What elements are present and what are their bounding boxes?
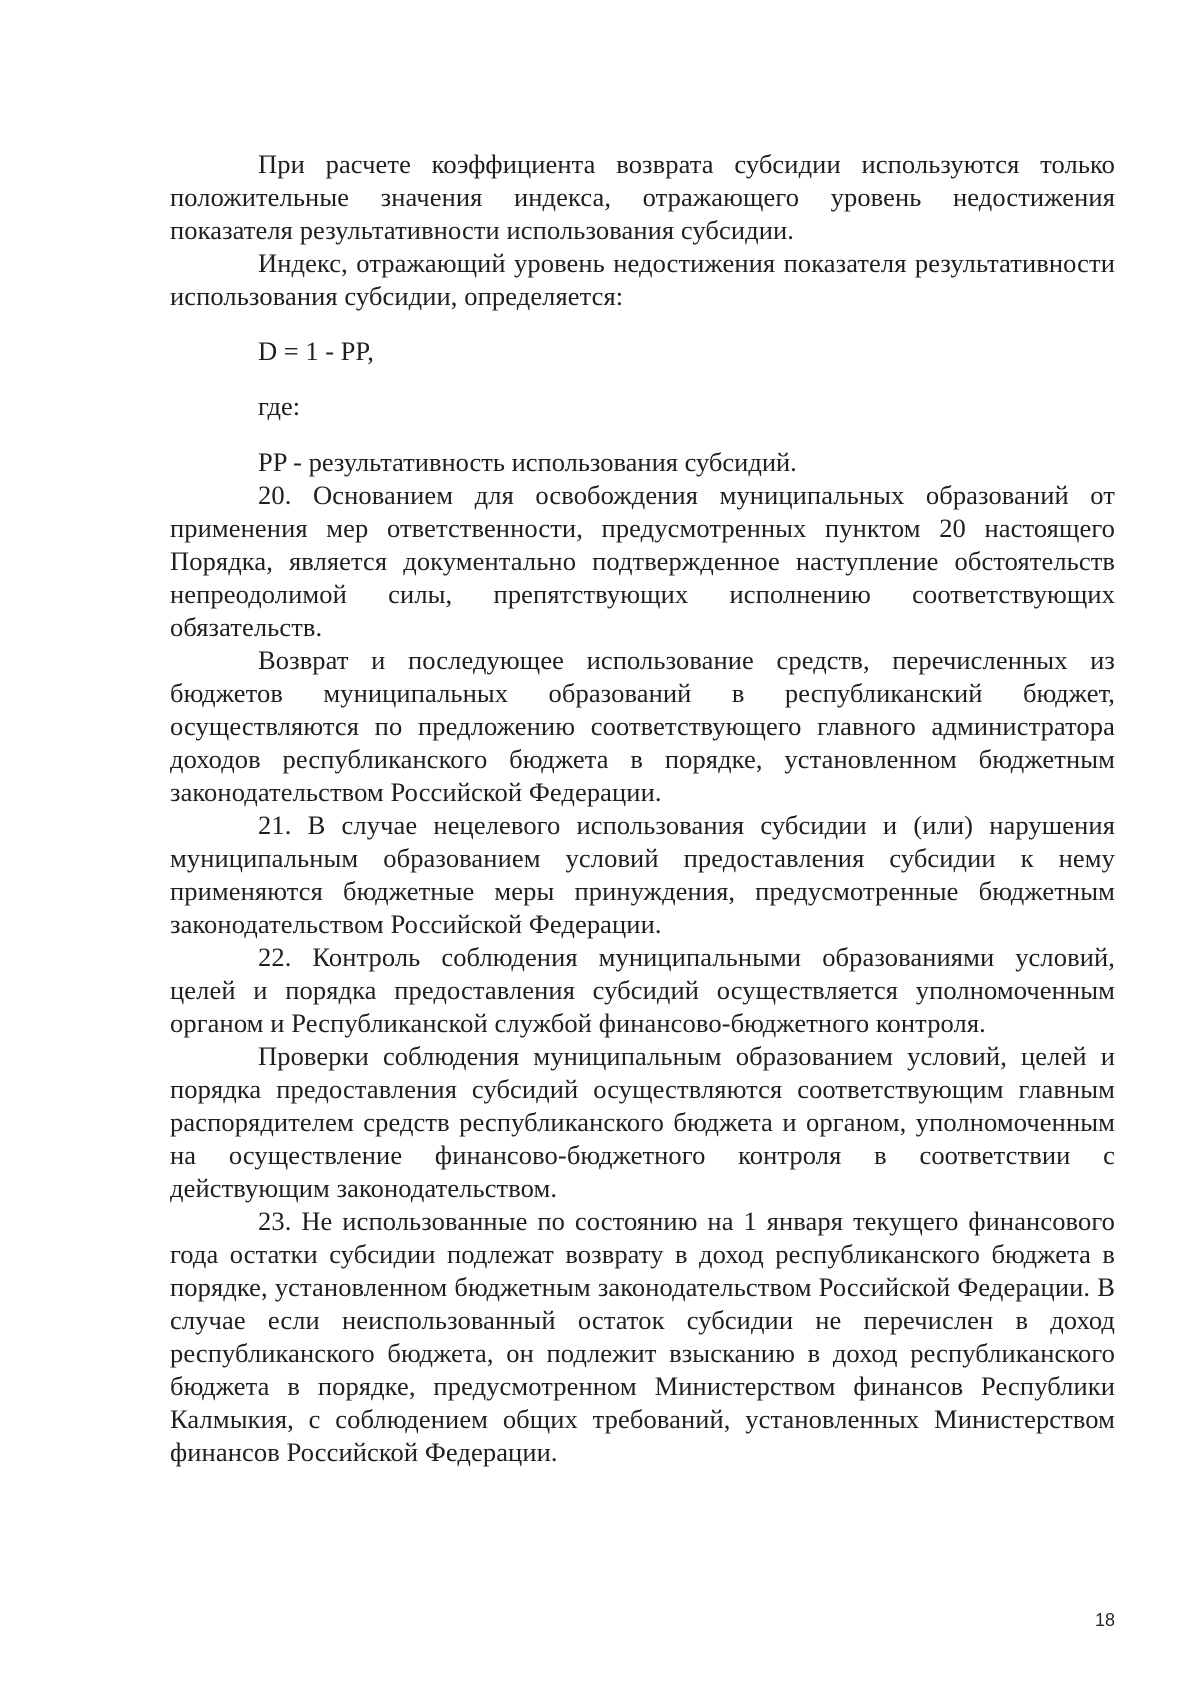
paragraph-inspections: Проверки соблюдения муниципальным образованием условий, целей и порядка предоставления субсидий осуществляются соответствующим главным распорядителем средств республиканского бюджета и органом, уполномоченным на осуществление финансово-бюджетного контроля в соответствии с действующим законодательством.	[170, 1041, 1115, 1203]
paragraph-clause-22: 22. Контроль соблюдения муниципальными образованиями условий, целей и порядка предоставления субсидий осуществляется уполномоченным органом и Республиканской службой финансово-бюджетного контроля.	[170, 942, 1115, 1038]
paragraph-return-coefficient: При расчете коэффициента возврата субсидии используются только положительные значения индекса, отражающего уровень недостижения показателя результативности использования субсидии.	[170, 149, 1115, 245]
formula: D = 1 - PP,	[258, 336, 374, 366]
paragraph-return-of-funds: Возврат и последующее использование средств, перечисленных из бюджетов муниципальных образований в республиканский бюджет, осуществляются по предложению соответствующего главного администратора доходов республиканского бюджета в порядке, установленном бюджетным законодательством Российской Федерации.	[170, 645, 1115, 807]
where-label: где:	[258, 391, 301, 421]
document-body	[170, 148, 1115, 1469]
paragraph-index-definition: Индекс, отражающий уровень недостижения показателя результативности использования субсидии, определяется:	[170, 248, 1115, 311]
page-number: 18	[1095, 1610, 1116, 1630]
formula-definition: PP - результативность использования субсидий.	[258, 447, 797, 477]
paragraph-clause-21: 21. В случае нецелевого использования субсидии и (или) нарушения муниципальным образованием условий предоставления субсидии к нему применяются бюджетные меры принуждения, предусмотренные бюджетным законодательством Российской Федерации.	[170, 810, 1115, 939]
paragraph-clause-23: 23. Не использованные по состоянию на 1 января текущего финансового года остатки субсидии подлежат возврату в доход республиканского бюджета в порядке, установленном бюджетным законодательством Российской Федерации. В случае если неиспользованный остаток субсидии не перечислен в доход республиканского бюджета, он подлежит взысканию в доход республиканского бюджета в порядке, предусмотренном Министерством финансов Республики Калмыкия, с соблюдением общих требований, установленных Министерством финансов Российской Федерации.	[170, 1206, 1115, 1467]
paragraph-clause-20: 20. Основанием для освобождения муниципальных образований от применения мер ответственности, предусмотренных пунктом 20 настоящего Порядка, является документально подтвержденное наступление обстоятельств непреодолимой силы, препятствующих исполнению соответствующих обязательств.	[170, 480, 1115, 642]
